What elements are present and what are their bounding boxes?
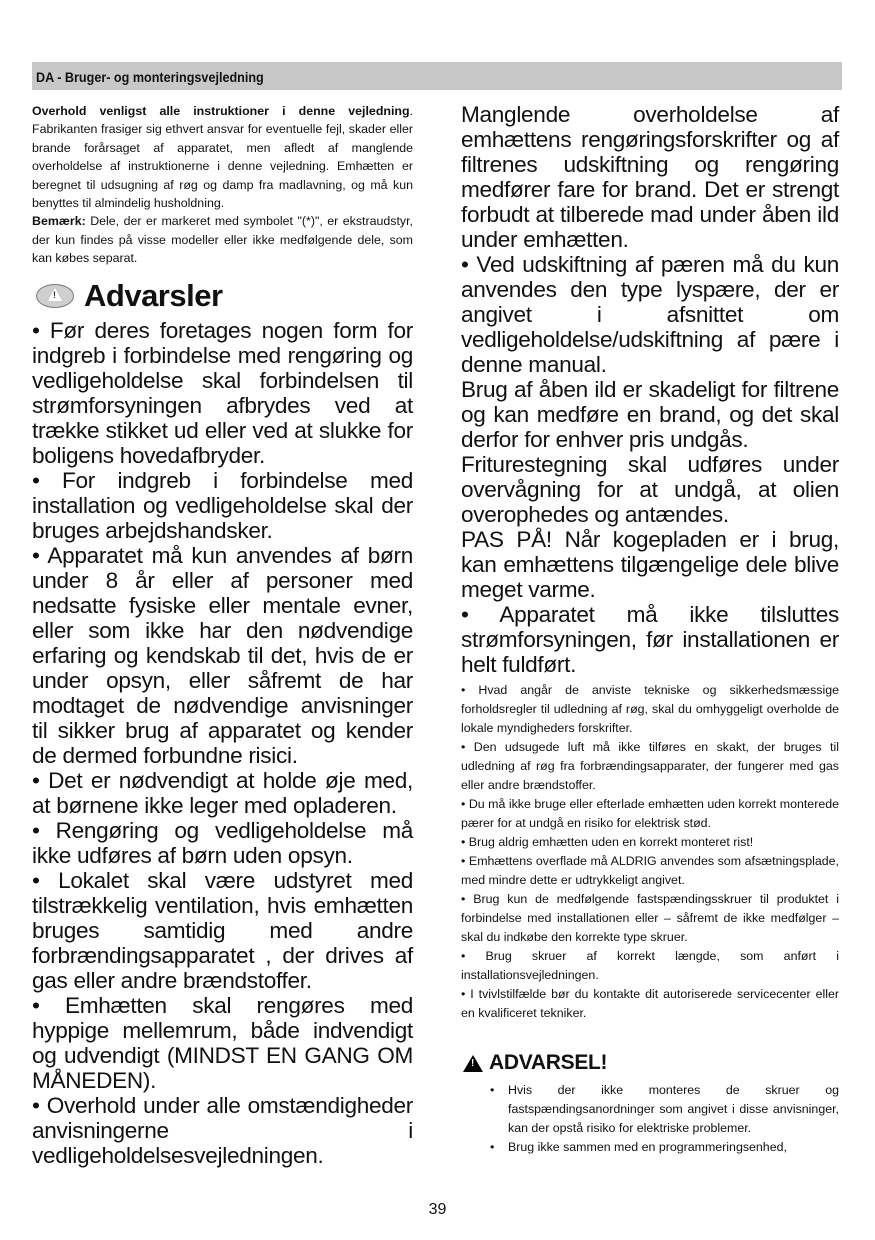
advarsel-title: ADVARSEL! bbox=[489, 1051, 608, 1074]
warnings-title: Advarsler bbox=[84, 277, 223, 313]
warning-item: • Rengøring og vedligeholdelse må ikke udføres af børn uden opsyn. bbox=[32, 817, 413, 868]
right-column bbox=[461, 102, 839, 1157]
intro-paragraph bbox=[32, 102, 413, 212]
warning-item: • Apparatet må kun anvendes af børn under 8 år eller af personer med nedsatte fysiske eller mentale evner, eller som ikke har den nødvendige erfaring og kendskab til det, hvis de er under opsyn, eller såfremt de har modtaget de nødvendige anvisninger til sikker brug af apparatet og kender de dermed forbundne risici. bbox=[32, 542, 413, 768]
warning-icon: ! bbox=[36, 284, 74, 308]
warning-item: • For indgreb i forbindelse med installation og vedligeholdelse skal der bruges arbejdshandsker. bbox=[32, 467, 413, 543]
advarsel-list bbox=[461, 1081, 839, 1157]
warning-item: • Emhætten skal rengøres med hyppige mellemrum, både indvendigt og udvendigt (MINDST EN GANG OM MÅNEDEN). bbox=[32, 992, 413, 1093]
page-number: 39 bbox=[428, 1201, 447, 1218]
right-paragraph: Brug af åben ild er skadeligt for filtrene og kan medføre en brand, og det skal derfor for enhver pris undgås. bbox=[461, 377, 839, 452]
right-small-paragraph: • Hvad angår de anviste tekniske og sikkerhedsmæssige forholdsregler til udledning af røg, skal du omhyggeligt overholde de lokale myndigheders forskrifter. bbox=[461, 683, 839, 735]
page-header-title: DA - Bruger- og monteringsvejledning bbox=[36, 69, 264, 85]
warning-item: • Overhold under alle omstændigheder anvisningerne i vedligeholdelsesvejledningen. bbox=[32, 1092, 413, 1168]
advarsel-item: • Brug ikke sammen med en programmeringsenhed, bbox=[508, 1138, 839, 1157]
warning-triangle-icon: ! bbox=[463, 1055, 483, 1072]
right-small-paragraph: • Emhættens overflade må ALDRIG anvendes som afsætningsplade, med mindre dette er udtrykkeligt angivet. bbox=[461, 854, 839, 887]
advarsel-item: • Hvis der ikke monteres de skruer og fastspændingsanordninger som angivet i disse anvisninger, kan der opstå risiko for elektriske problemer. bbox=[508, 1081, 839, 1138]
right-small-paragraph: • Brug aldrig emhætten uden en korrekt monteret rist! bbox=[461, 835, 754, 849]
warning-item: • Lokalet skal være udstyret med tilstrækkelig ventilation, hvis emhætten bruges samtidig med andre forbrændingsapparatet , der drives af gas eller andre brændstoffer. bbox=[32, 867, 413, 993]
warning-item: • Før deres foretages nogen form for indgreb i forbindelse med rengøring og vedligeholdelse skal forbindelsen til strømforsyningen afbrydes ved at trække stikket ud eller ved at slukke for boligens hovedafbryder. bbox=[32, 317, 413, 468]
right-small-paragraph: • Du må ikke bruge eller efterlade emhætten uden korrekt monterede pærer for at undgå en risiko for elektrisk stød. bbox=[461, 797, 839, 830]
right-small-paragraph: • Brug kun de medfølgende fastspændingsskruer til produktet i forbindelse med installationen eller – såfremt de ikke medfølger – skal du indkøbe den korrekte type skruer. bbox=[461, 892, 839, 944]
right-small-paragraph: • Brug skruer af korrekt længde, som anført i installationsvejledningen. bbox=[461, 949, 839, 982]
intro-bold-lead: Overhold venligst alle instruktioner i denne vejledning bbox=[32, 104, 410, 118]
warnings-heading-row bbox=[32, 276, 413, 316]
note-label: Bemærk: bbox=[32, 214, 86, 229]
right-paragraph: Friturestegning skal udføres under overvågning for at undgå, at olien overophedes og antændes. bbox=[461, 452, 839, 527]
advarsel-heading-row bbox=[461, 1049, 839, 1077]
note-paragraph bbox=[32, 212, 413, 267]
right-paragraph: PAS PÅ! Når kogepladen er i brug, kan emhættens tilgængelige dele blive meget varme. bbox=[461, 527, 839, 602]
right-paragraph: • Ved udskiftning af pæren må du kun anvendes den type lyspære, der er angivet i afsnittet om vedligeholdelse/udskiftning af pære i denne manual. bbox=[461, 252, 839, 377]
right-small-paragraph: • Den udsugede luft må ikke tilføres en skakt, der bruges til udledning af røg fra forbrændingsapparater, der fungerer med gas eller andre brændstoffer. bbox=[461, 740, 839, 792]
left-column bbox=[32, 102, 413, 1168]
right-paragraph: • Apparatet må ikke tilsluttes strømforsyningen, før installationen er helt fuldført. bbox=[461, 602, 839, 677]
intro-text: . Fabrikanten frasiger sig ethvert ansvar for eventuelle fejl, skader eller brande forårsaget af apparatet, men afledt af manglende overholdelse af instruktionerne i denne vejledning. Emhætten er beregnet til udsugning af røg og damp fra madlavning, og må kun benyttes til almindelig husholdning. bbox=[32, 104, 413, 211]
note-text: Dele, der er markeret med symbolet "(*)", er ekstraudstyr, der kun findes på visse modeller eller ikke medfølgende dele, som kan købes separat. bbox=[32, 214, 413, 266]
right-paragraph: Manglende overholdelse af emhættens rengøringsforskrifter og af filtrenes udskiftning og rengøring medfører fare for brand. Det er strengt forbudt at tilberede mad under åben ild under emhætten. bbox=[461, 102, 839, 252]
warning-item: • Det er nødvendigt at holde øje med, at børnene ikke leger med opladeren. bbox=[32, 767, 413, 818]
right-small-paragraph: • I tvivlstilfælde bør du kontakte dit autoriserede servicecenter eller en kvalificeret tekniker. bbox=[461, 987, 839, 1020]
